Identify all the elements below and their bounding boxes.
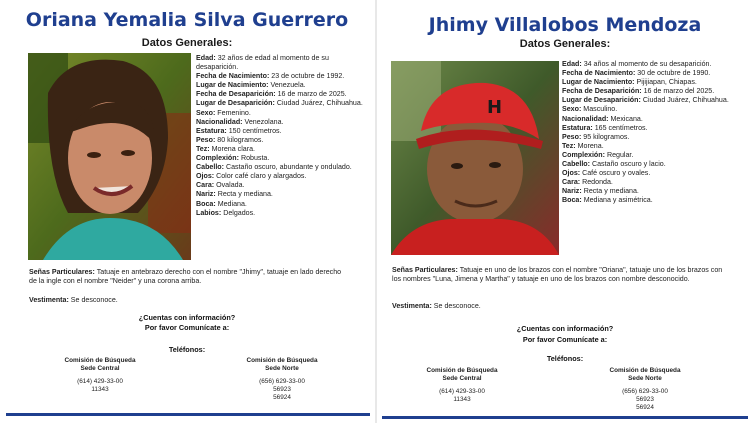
detail-label: Nacionalidad: [196, 117, 243, 126]
contact-phone: (656) 629-33-00 [259, 377, 305, 385]
detail-label: Labios: [196, 208, 222, 217]
detail-row [196, 200, 368, 209]
contact-norte [222, 357, 342, 402]
detail-label: Nacionalidad: [562, 114, 609, 123]
person-name: Jhimy Villalobos Mendoza [428, 14, 702, 36]
contact-org: Comisión de Búsqueda [609, 367, 681, 374]
detail-row [562, 169, 746, 178]
person-photo [391, 61, 559, 255]
detail-row [562, 78, 746, 87]
detail-label: Edad: [562, 60, 582, 68]
marks-label: Señas Particulares: [392, 266, 458, 274]
detail-value: Venezolana. [242, 117, 284, 126]
detail-label: Complexión: [196, 154, 239, 163]
detail-value: Color café claro y alargados. [214, 172, 307, 181]
detail-label: Lugar de Desaparición: [562, 96, 641, 105]
detail-value: Castaño oscuro, abundante y ondulado. [223, 163, 352, 172]
contact-office: Sede Norte [265, 365, 299, 373]
detail-row [196, 163, 368, 172]
detail-value: 32 años de edad al momento de su desaparición. [196, 54, 329, 72]
detail-value: Castaño oscuro y lacio. [589, 160, 666, 169]
cta-question: ¿Cuentas con información? [516, 324, 614, 333]
missing-person-card-right [378, 0, 752, 423]
detail-value: Ciudad Juárez, Chihuahua. [274, 99, 363, 108]
detail-label: Estatura: [562, 123, 593, 132]
detail-row [196, 136, 368, 145]
detail-value: 150 centímetros. [226, 126, 282, 135]
detail-value: Pijijiapan, Chiapas. [634, 78, 697, 87]
detail-label: Nariz: [196, 190, 216, 199]
detail-row [562, 105, 746, 114]
contact-phone: (614) 429-33-00 [77, 377, 123, 385]
detail-row [196, 181, 368, 190]
detail-row [196, 99, 368, 108]
detail-row [562, 115, 746, 124]
detail-row [562, 60, 746, 69]
detail-value: 80 kilogramos. [215, 135, 264, 144]
detail-row [562, 196, 746, 205]
detail-value: Morena. [575, 141, 604, 150]
detail-value: 30 de octubre de 1990. [635, 69, 711, 78]
detail-label: Fecha de Desaparición: [562, 87, 642, 96]
detail-label: Ojos: [562, 169, 581, 178]
detail-row [196, 118, 368, 127]
detail-value: 16 de marzo del 2025. [641, 87, 715, 96]
marks-label: Señas Particulares: [29, 268, 95, 276]
detail-label: Lugar de Nacimiento: [562, 78, 635, 87]
section-title: Datos Generales: [519, 38, 611, 50]
contact-phone: (656) 629-33-00 [622, 387, 668, 395]
detail-label: Fecha de Nacimiento: [562, 69, 636, 78]
details-list [196, 54, 368, 218]
detail-value: 23 de octubre de 1992. [269, 72, 345, 81]
contact-office: Sede Norte [628, 375, 662, 383]
detail-label: Edad: [196, 54, 216, 62]
detail-row [196, 145, 368, 154]
detail-label: Complexión: [562, 150, 605, 159]
contact-norte [585, 367, 705, 412]
phones-title: Teléfonos: [546, 354, 584, 363]
detail-label: Cabello: [562, 160, 590, 169]
contact-org: Comisión de Búsqueda [64, 357, 136, 364]
detail-row [562, 124, 746, 133]
detail-label: Sexo: [196, 108, 216, 117]
detail-label: Boca: [562, 196, 582, 205]
contact-org: Comisión de Búsqueda [426, 367, 498, 374]
detail-label: Lugar de Desaparición: [196, 99, 275, 108]
detail-row [562, 69, 746, 78]
detail-row [562, 178, 746, 187]
detail-row [562, 96, 746, 105]
contact-office: Sede Central [442, 375, 482, 383]
detail-label: Fecha de Desaparición: [196, 90, 276, 99]
distinguishing-marks [392, 266, 732, 284]
detail-row [196, 72, 368, 81]
marks-text: Tatuaje en antebrazo derecho con el nombre "Jhimy", tatuaje en lado derecho de la ingle con el nombre "Neider" y una corona arriba. [29, 268, 342, 286]
detail-row [562, 87, 746, 96]
detail-value: Redonda. [580, 178, 613, 187]
detail-value: Delgados. [221, 208, 256, 217]
person-name: Oriana Yemalia Silva Guerrero [25, 9, 349, 31]
clothing-text: Se desconoce. [431, 302, 481, 310]
detail-value: Café oscuro y ovales. [580, 169, 651, 178]
detail-label: Peso: [562, 132, 582, 141]
detail-value: Mexicana. [608, 114, 643, 123]
contact-org: Comisión de Búsqueda [246, 357, 318, 364]
detail-value: 34 años al momento de su desaparición. [581, 60, 712, 68]
detail-value: Mediana y asimétrica. [581, 196, 653, 205]
detail-value: Mediana. [215, 199, 247, 208]
phones-title: Teléfonos: [168, 345, 206, 354]
detail-row [562, 160, 746, 169]
detail-value: Ciudad Juárez, Chihuahua. [640, 96, 729, 105]
cta-contact: Por favor Comunícate a: [144, 323, 230, 332]
detail-row [196, 154, 368, 163]
detail-label: Tez: [196, 144, 210, 153]
detail-row [562, 133, 746, 142]
detail-row [196, 90, 368, 99]
contact-extension: 11343 [91, 385, 109, 393]
detail-value: Femenino. [215, 108, 251, 117]
contact-extension: 56923 [636, 395, 654, 403]
detail-row [196, 209, 368, 218]
card-divider [375, 0, 377, 423]
detail-value: 95 kilogramos. [581, 132, 630, 141]
detail-value: 165 centímetros. [592, 123, 648, 132]
contact-office: Sede Central [80, 365, 120, 373]
detail-row [196, 190, 368, 199]
detail-row [196, 127, 368, 136]
detail-value: Ovalada. [214, 181, 245, 190]
cta-contact: Por favor Comunícate a: [522, 335, 608, 344]
clothing [29, 296, 118, 304]
detail-label: Sexo: [562, 105, 582, 114]
detail-value: Masculino. [581, 105, 618, 114]
marks-text: Tatuaje en uno de los brazos con el nombre "Oriana", tatuaje uno de los brazos con los nombres "Luna, Jimena y Martha" y tatuaje en uno de los brazos con nombre desconocido. [392, 266, 723, 284]
contact-extension: 56924 [636, 404, 654, 412]
detail-value: Robusta. [238, 154, 270, 163]
detail-value: Morena clara. [209, 144, 256, 153]
detail-label: Cara: [196, 181, 215, 190]
missing-person-card-left [0, 0, 374, 423]
clothing [392, 302, 481, 310]
distinguishing-marks [29, 268, 349, 286]
detail-label: Cabello: [196, 163, 224, 172]
detail-value: Regular. [604, 150, 634, 159]
detail-value: Recta y mediana. [215, 190, 273, 199]
clothing-label: Vestimenta: [392, 302, 432, 310]
detail-label: Ojos: [196, 172, 215, 181]
detail-label: Cara: [562, 178, 581, 187]
cta-question: ¿Cuentas con información? [138, 313, 236, 322]
detail-row [196, 172, 368, 181]
detail-value: Recta y mediana. [581, 187, 639, 196]
contact-central [40, 357, 160, 394]
detail-label: Tez: [562, 141, 576, 150]
clothing-label: Vestimenta: [29, 296, 69, 304]
section-title: Datos Generales: [141, 37, 233, 49]
detail-label: Nariz: [562, 187, 582, 196]
bottom-bar [382, 416, 748, 419]
contact-extension: 56924 [273, 394, 291, 402]
contact-central [402, 367, 522, 404]
contact-phone: (614) 429-33-00 [439, 387, 485, 395]
details-list [562, 60, 746, 206]
contact-extension: 11343 [453, 395, 471, 403]
contact-extension: 56923 [273, 385, 291, 393]
detail-label: Boca: [196, 199, 216, 208]
detail-row [562, 187, 746, 196]
detail-row [196, 109, 368, 118]
detail-row [196, 54, 368, 72]
detail-label: Peso: [196, 135, 216, 144]
detail-value: Venezuela. [268, 81, 306, 90]
svg-text:H: H [487, 97, 503, 118]
detail-label: Fecha de Nacimiento: [196, 72, 270, 81]
detail-row [196, 81, 368, 90]
detail-value: 16 de marzo de 2025. [275, 90, 347, 99]
clothing-text: Se desconoce. [68, 296, 118, 304]
detail-row [562, 142, 746, 151]
person-photo [28, 53, 191, 260]
bottom-bar [6, 413, 370, 416]
detail-label: Lugar de Nacimiento: [196, 81, 269, 90]
detail-row [562, 151, 746, 160]
detail-label: Estatura: [196, 126, 227, 135]
